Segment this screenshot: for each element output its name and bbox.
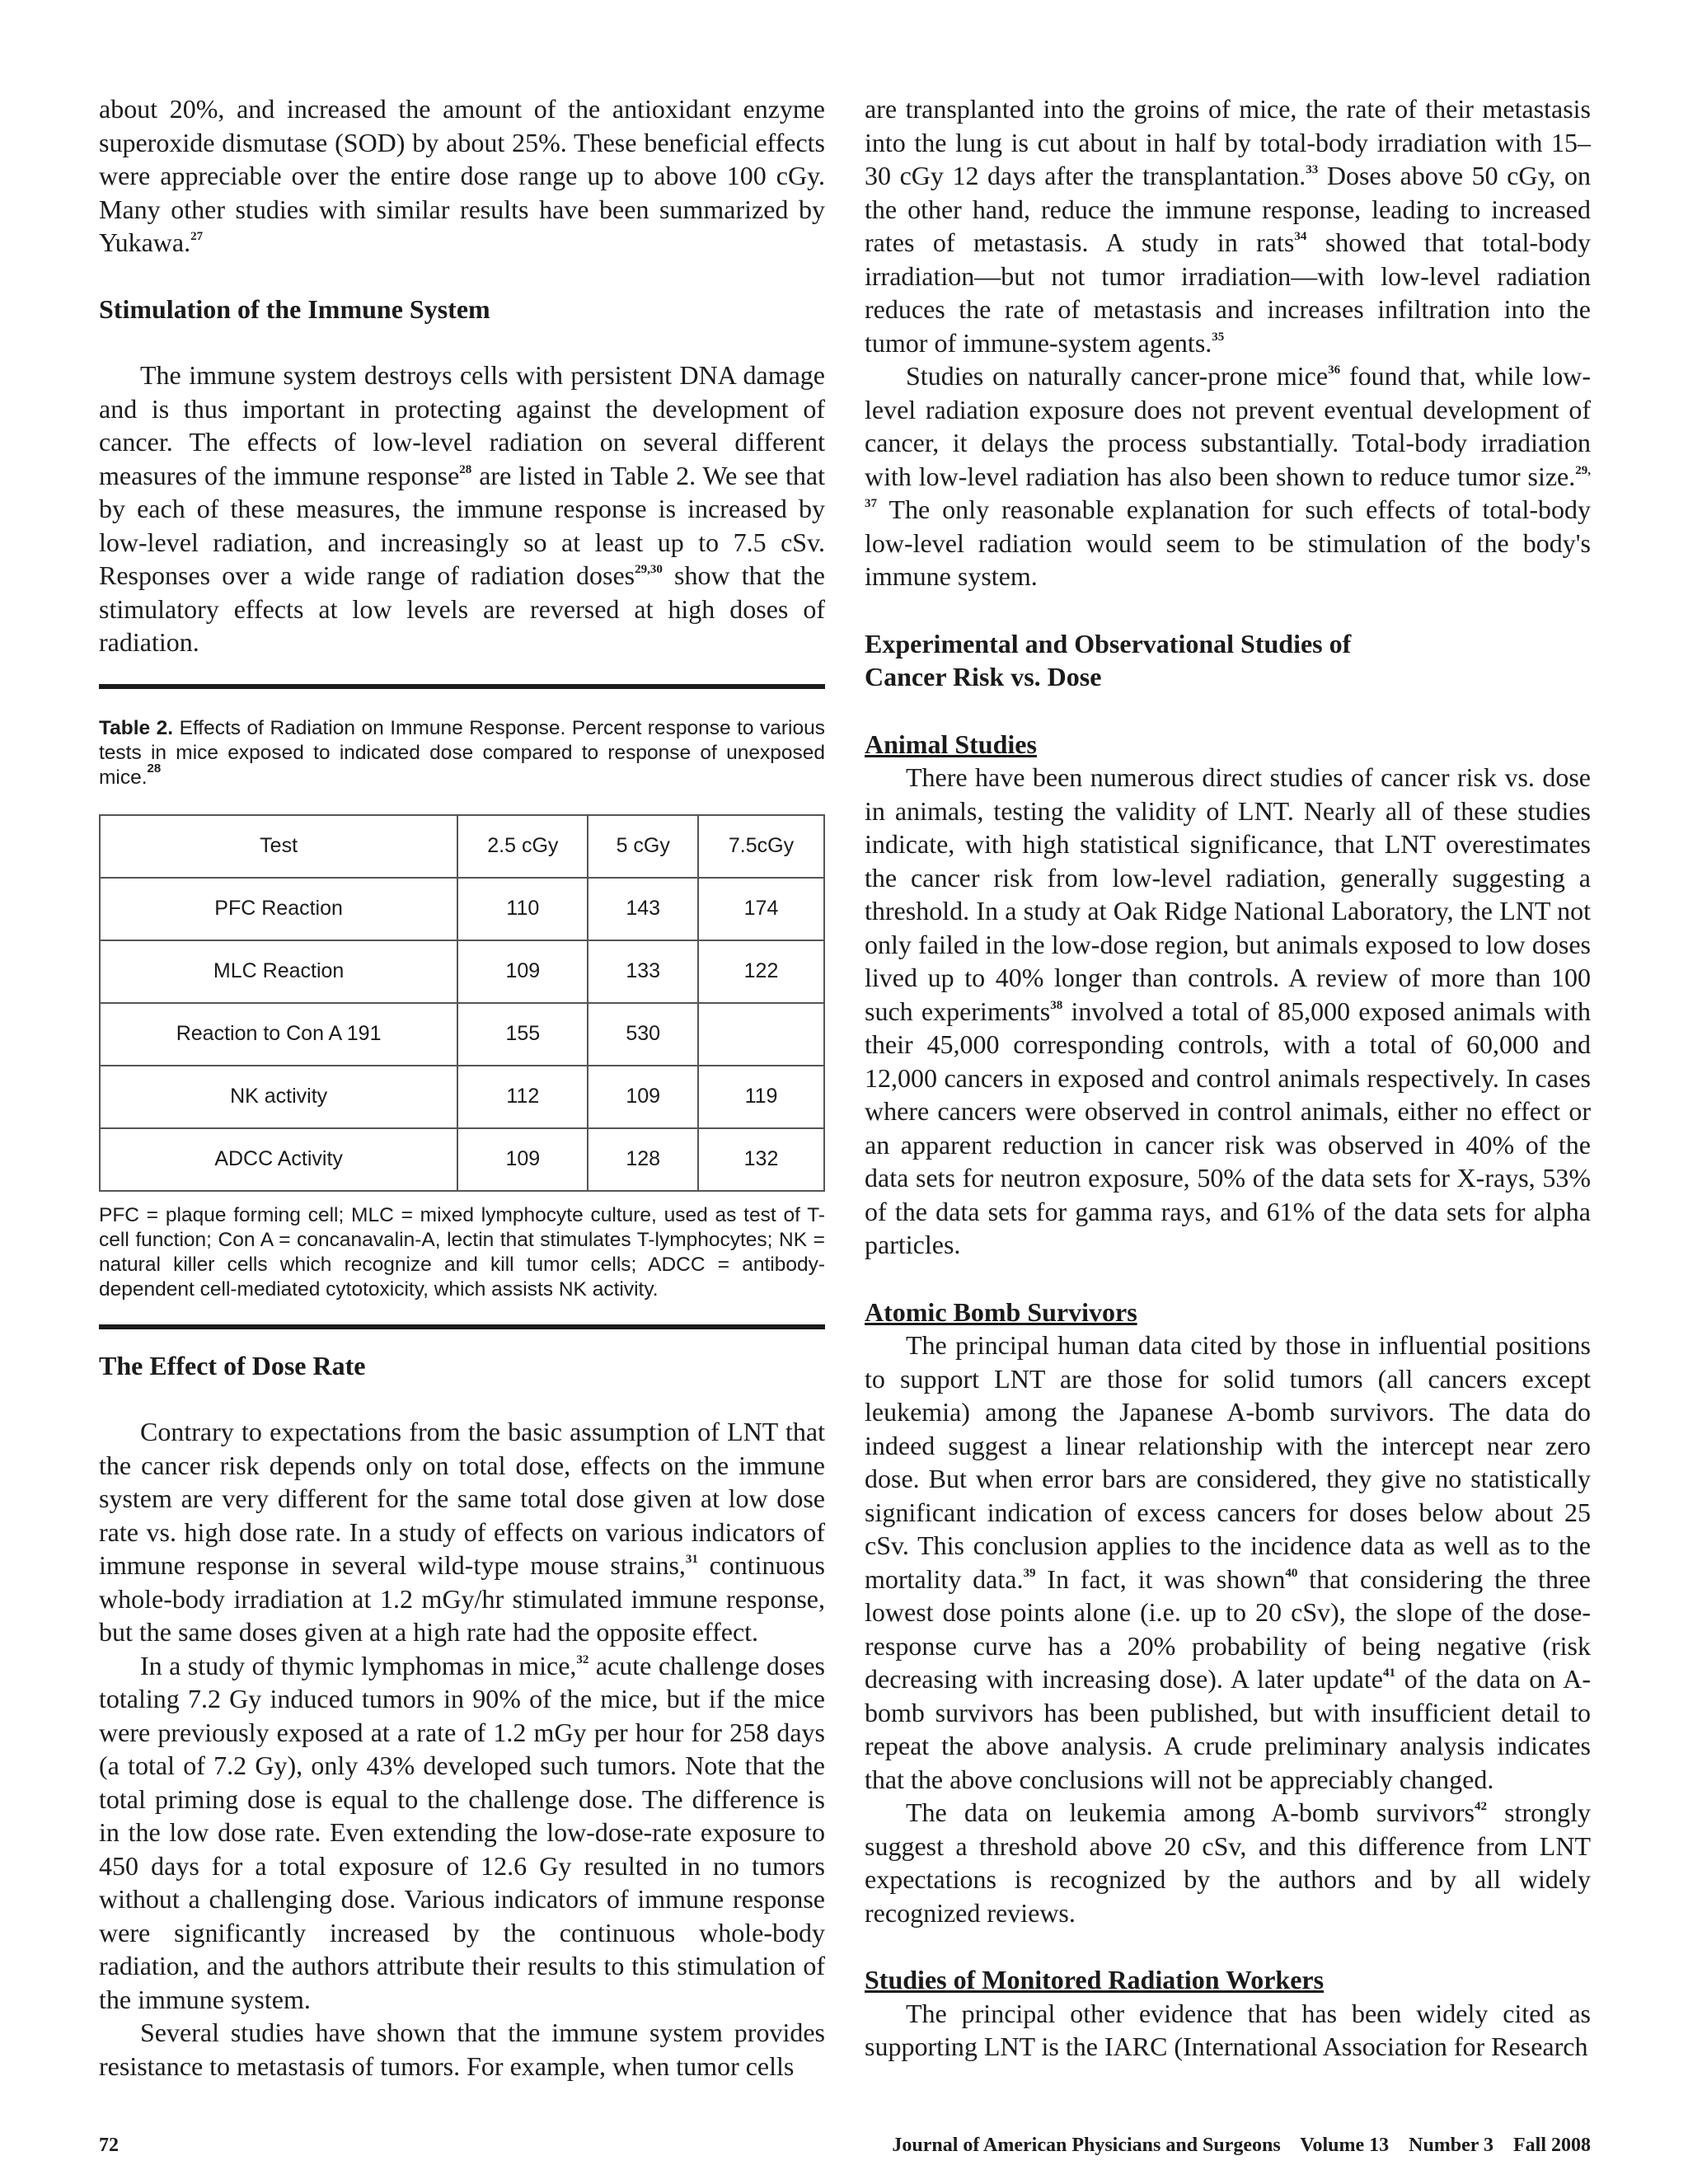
table-cell: 109 xyxy=(588,1066,698,1128)
heading-atomic-bomb-survivors: Atomic Bomb Survivors xyxy=(865,1296,1137,1327)
paragraph-metastasis: Several studies have shown that the immune system provides resistance to metastasis of tumors. For example, when tumor cells xyxy=(99,2018,825,2081)
table-cell: MLC Reaction xyxy=(100,940,457,1003)
journal-footer xyxy=(892,2135,1591,2157)
journal-issue-date: Fall 2008 xyxy=(1513,2135,1591,2156)
table-label: Table 2. xyxy=(99,716,174,739)
table-row xyxy=(100,1066,824,1128)
table-header-cell: 7.5cGy xyxy=(698,815,824,878)
journal-volume: Volume 13 xyxy=(1300,2135,1390,2156)
table-header-row xyxy=(100,815,824,878)
citation: 31 xyxy=(685,1553,698,1566)
table-row xyxy=(100,1003,824,1066)
paragraph-abomb-leukemia: The data on leukemia among A-bomb survivors$^{42}$ strongly suggest a threshold above 20 cSv, and this difference from LNT expectations is recognized by the authors and by all widely recognized reviews. xyxy=(865,1797,1592,1928)
table-cell: 122 xyxy=(698,940,824,1003)
left-column xyxy=(99,92,825,2083)
paragraph-immune-system: The immune system destroys cells with persistent DNA damage and is thus important in protecting against the development of cancer. The effects of low-level radiation on several different measures of the immune response$^{28}$ are listed in Table 2. We see that by each of these measures, the immune response is increased by low-level radiation, and increasingly so at least up to 7.5 cSv. Responses over a wide range of radiation doses$^{29,30}$ show that the stimulatory effects at low levels are reversed at high doses of radiation. xyxy=(99,360,826,657)
heading-dose-rate: The Effect of Dose Rate xyxy=(99,1350,366,1380)
paragraph-metastasis-continued: are transplanted into the groins of mice, the rate of their metastasis into the lung is cut about in half by total-body irradiation with 15–30 cGy 12 days after the transplantation.$^{33}$ Doses above 50 cGy, on the other hand, reduce the immune response, leading to increased rates of metastasis. A study in rats$^{34}$ showed that total-body irradiation—but not tumor irradiation—with low-level radiation reduces the rate of metastasis and increases infiltration into the tumor of immune-system agents.$^{35}$ xyxy=(865,94,1592,358)
table-cell: Reaction to Con A 191 xyxy=(100,1003,457,1066)
citation: 36 xyxy=(1328,363,1341,377)
table-cell: ADCC Activity xyxy=(100,1128,457,1191)
table-cell: 110 xyxy=(457,878,588,940)
paragraph-antioxidant: about 20%, and increased the amount of the antioxidant enzyme superoxide dismutase (SOD) by about 25%. These beneficial effects were appreciable over the entire dose range up to above 100 cGy. Many other studies with similar results have been summarized by Yukawa.$^{27}$ xyxy=(99,94,825,257)
table-header-cell: Test xyxy=(100,815,457,878)
citation: 28 xyxy=(147,761,162,776)
table-cell: 133 xyxy=(588,940,698,1003)
paragraph-radiation-workers: The principal other evidence that has been widely cited as supporting LNT is the IARC (International Association for Research xyxy=(865,1998,1591,2061)
heading-animal-studies: Animal Studies xyxy=(865,729,1037,759)
table-cell: PFC Reaction xyxy=(100,878,457,940)
paragraph-thymic-lymphomas: In a study of thymic lymphomas in mice,$^{32}$ acute challenge doses totaling 7.2 Gy induced tumors in 90% of the mice, but if the mice were previously exposed at a rate of 1.2 mGy per hour for 258 days (a total of 7.2 Gy), only 43% developed such tumors. Note that the total priming dose is equal to the challenge dose. The difference is in the low dose rate. Even extending the low-dose-rate exposure to 450 days for a total exposure of 12.6 Gy resulted in no tumors without a challenging dose. Various indicators of immune response were significantly increased by the continuous whole-body radiation, and the authors attribute their results to this stimulation of the immune system. xyxy=(99,1650,826,2014)
table-cell: 155 xyxy=(457,1003,588,1066)
citation: 39 xyxy=(1023,1566,1036,1580)
citation: 40 xyxy=(1285,1566,1298,1580)
table-cell: 128 xyxy=(588,1128,698,1191)
citation: 28 xyxy=(459,462,472,476)
heading-experimental-studies: Experimental and Observational Studies of Cancer Risk vs. Dose xyxy=(865,628,1352,691)
table-cell: 132 xyxy=(698,1128,824,1191)
table-cell: 109 xyxy=(457,940,588,1003)
table-cell: 119 xyxy=(698,1066,824,1128)
paragraph-abomb-solid-tumors: The principal human data cited by those in influential positions to support LNT are those for solid tumors (all cancers except leukemia) among the Japanese A-bomb survivors. The data do indeed suggest a linear relationship with the intercept near zero dose. But when error bars are considered, they give no statistically significant indication of excess cancers for doses below about 25 cSv. This conclusion applies to the incidence data as well as to the mortality data.$^{39}$ In fact, it was shown$^{40}$ that considering the three lowest dose points alone (i.e. up to 20 cSv), the slope of the dose-response curve has a 20% probability of being negative (risk decreasing with increasing dose). A later update$^{41}$ of the data on A-bomb survivors has been published, but with insufficient detail to repeat the above analysis. A crude preliminary analysis indicates that the above conclusions will not be appreciably changed. xyxy=(865,1330,1592,1794)
table-cell: 530 xyxy=(588,1003,698,1066)
table-row xyxy=(100,1128,824,1191)
table-cell: 143 xyxy=(588,878,698,940)
citation: 34 xyxy=(1294,230,1307,243)
citation: 32 xyxy=(576,1652,589,1666)
citation: 27 xyxy=(190,230,204,243)
citation: 38 xyxy=(1050,998,1063,1012)
table-caption: Table 2. Effects of Radiation on Immune Response. Percent response to various tests in mice exposed to indicated dose compared to response of unexposed mice.$^{28}$ xyxy=(99,716,825,789)
right-column xyxy=(865,92,1591,2064)
table-cell: NK activity xyxy=(100,1066,457,1128)
heading-immune-system: Stimulation of the Immune System xyxy=(99,293,490,324)
citation: 41 xyxy=(1383,1666,1395,1680)
citation: 33 xyxy=(1306,163,1319,176)
journal-number: Number 3 xyxy=(1409,2135,1493,2156)
citation: 42 xyxy=(1475,1800,1488,1813)
table-header-cell: 2.5 cGy xyxy=(457,815,588,878)
table-cell xyxy=(698,1003,824,1066)
citation: 29, 37 xyxy=(865,463,1591,510)
journal-name: Journal of American Physicians and Surgeons xyxy=(892,2135,1281,2156)
table-header-cell: 5 cGy xyxy=(588,815,698,878)
table-row xyxy=(100,940,824,1003)
table-cell: 174 xyxy=(698,878,824,940)
page-number: 72 xyxy=(99,2135,119,2156)
heading-radiation-workers: Studies of Monitored Radiation Workers xyxy=(865,1965,1325,1994)
table-row xyxy=(100,878,824,940)
table-cell: 112 xyxy=(457,1066,588,1128)
paragraph-animal-studies: There have been numerous direct studies of cancer risk vs. dose in animals, testing the validity of LNT. Nearly all of these studies indicate, with high statistical significance, that LNT overestimates the cancer risk from low-level radiation, generally suggesting a threshold. In a study at Oak Ridge National Laboratory, the LNT not only failed in the low-dose region, but animals exposed to low doses lived up to 40% longer than controls. A review of more than 100 such experiments$^{38}$ involved a total of 85,000 exposed animals with their 45,000 corresponding controls, with a total of 60,000 and 12,000 cancers in exposed and control animals respectively. In cases where cancers were observed in control animals, either no effect or an apparent reduction in cancer risk was observed in 40% of the data sets for neutron exposure, 50% of the data sets for X-rays, 53% of the data sets for gamma rays, and 61% of the data sets for alpha particles. xyxy=(865,762,1592,1259)
paragraph-dose-rate: Contrary to expectations from the basic assumption of LNT that the cancer risk depends only on total dose, effects on the immune system are very different for the same total dose given at low dose rate vs. high dose rate. In a study of effects on various indicators of immune response in several wild-type mouse strains,$^{31}$ continuous whole-body irradiation at 1.2 mGy/hr stimulated immune response, but the same doses given at a high rate had the opposite effect. xyxy=(99,1417,825,1647)
paragraph-cancer-prone-mice: Studies on naturally cancer-prone mice$^{36}$ found that, while low-level radiation exposure does not prevent eventual development of cancer, it delays the process substantially. Total-body irradiation with low-level radiation has also been shown to reduce tumor size.$^{29, 37}$ The only reasonable explanation for such effects of total-body low-level radiation would seem to be stimulation of the body's immune system. xyxy=(865,361,1592,591)
citation: 35 xyxy=(1212,330,1225,344)
table-cell: 109 xyxy=(457,1128,588,1191)
immune-response-table xyxy=(99,814,825,1192)
table-note: PFC = plaque forming cell; MLC = mixed lymphocyte culture, used as test of T-cell function; Con A = concanavalin-A, lectin that stimulates T-lymphocytes; NK = natural killer cells which recognize and kill tumor cells; ADCC = antibody-dependent cell-mediated cytotoxicity, which assists NK activity. xyxy=(99,1203,825,1301)
citation: 29,30 xyxy=(635,563,663,576)
